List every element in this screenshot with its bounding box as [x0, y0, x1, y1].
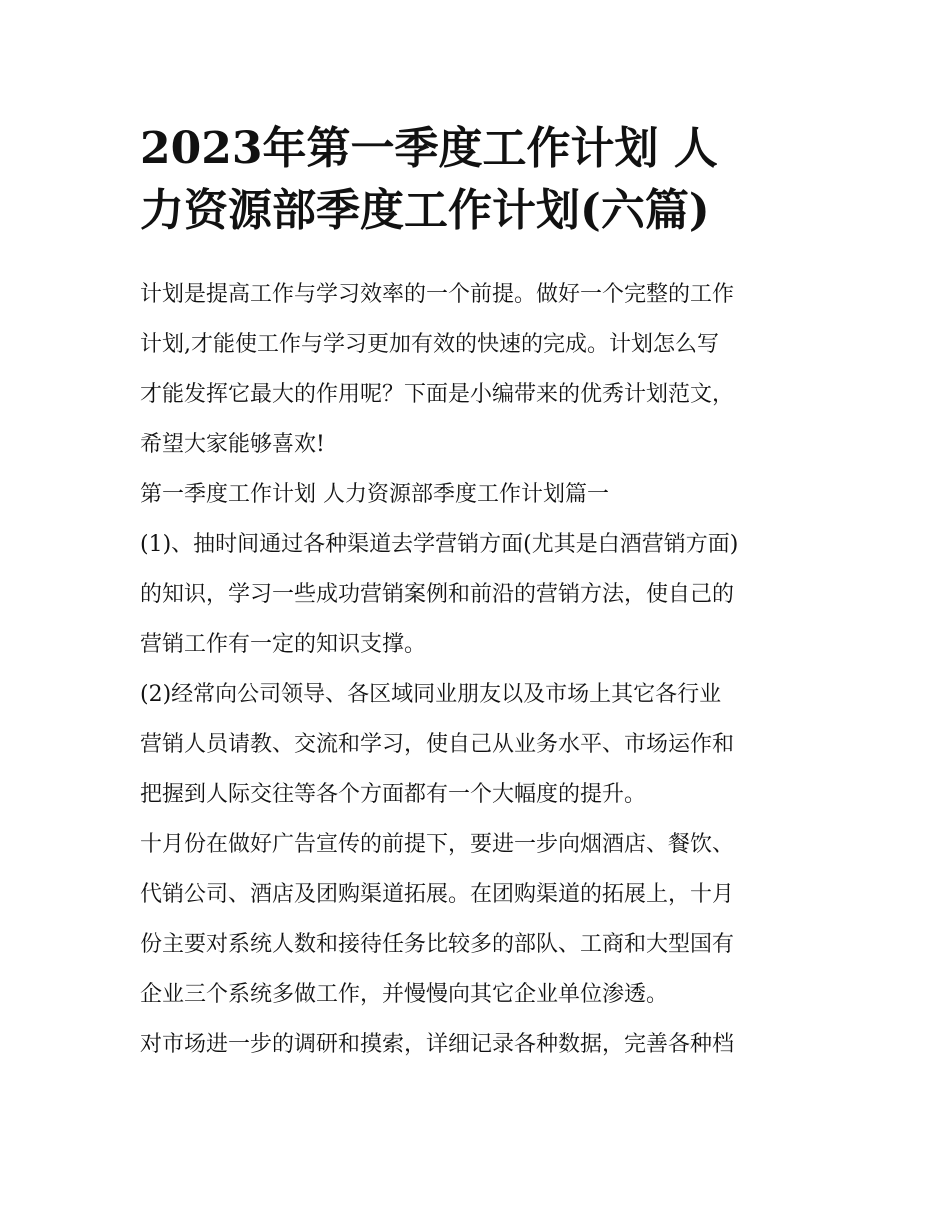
text-line: 代销公司、酒店及团购渠道拓展。在团购渠道的拓展上，十月	[140, 882, 735, 907]
document-content	[140, 118, 820, 1070]
document-title	[140, 118, 820, 242]
paragraph-october-plan	[140, 820, 820, 1020]
text-line: 十月份在做好广告宣传的前提下，要进一步向烟酒店、餐饮、	[140, 832, 735, 857]
text-line: 才能发挥它最大的作用呢？下面是小编带来的优秀计划范文，	[140, 382, 735, 407]
text-line: 营销人员请教、交流和学习，使自己从业务水平、市场运作和	[140, 732, 735, 757]
text-line: (2)经常向公司领导、各区域同业朋友以及市场上其它各行业	[140, 682, 722, 707]
text-line: 营销工作有一定的知识支撑。	[140, 632, 427, 657]
text-line: 份主要对系统人数和接待任务比较多的部队、工商和大型国有	[140, 932, 735, 957]
title-line: 力资源部季度工作计划(六篇)	[140, 185, 710, 236]
text-line: 的知识，学习一些成功营销案例和前沿的营销方法，使自己的	[140, 582, 735, 607]
text-line: 把握到人际交往等各个方面都有一个大幅度的提升。	[140, 782, 647, 807]
intro-paragraph	[140, 270, 820, 470]
paragraph-market-research	[140, 1020, 820, 1070]
text-line: 对市场进一步的调研和摸索，详细记录各种数据，完善各种档	[140, 1032, 735, 1057]
text-line: 计划,才能使工作与学习更加有效的快速的完成。计划怎么写	[140, 332, 719, 357]
paragraph-item-2	[140, 670, 820, 820]
section-heading	[140, 470, 820, 520]
text-line: 企业三个系统多做工作，并慢慢向其它企业单位渗透。	[140, 982, 669, 1007]
text-line: 计划是提高工作与学习效率的一个前提。做好一个完整的工作	[140, 282, 735, 307]
paragraph-item-1	[140, 520, 820, 670]
document-body	[140, 270, 820, 1070]
title-line: 2023年第一季度工作计划 人	[140, 123, 718, 174]
text-line: 第一季度工作计划 人力资源部季度工作计划篇一	[140, 482, 609, 507]
text-line: (1)、抽时间通过各种渠道去学营销方面(尤其是白酒营销方面)	[140, 532, 739, 557]
text-line: 希望大家能够喜欢!	[140, 432, 325, 457]
